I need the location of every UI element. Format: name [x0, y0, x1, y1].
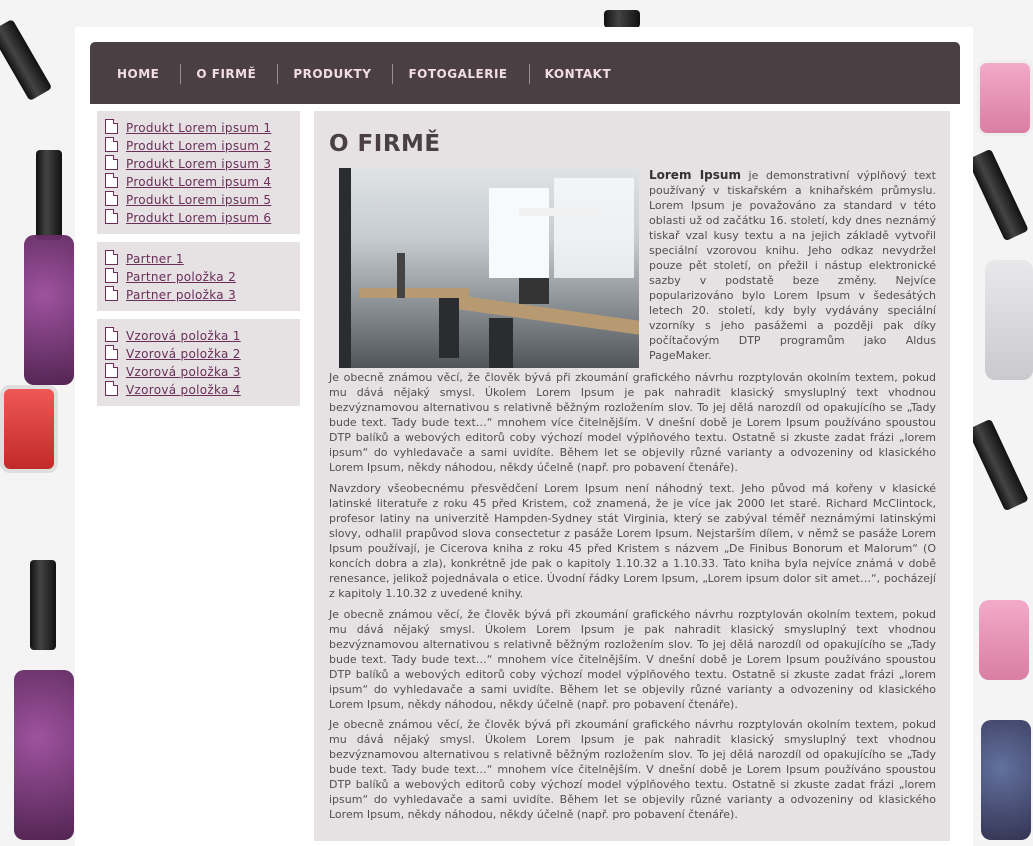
intro-bold: Lorem Ipsum: [649, 168, 741, 182]
list-item: [105, 345, 300, 363]
sidebar-link-product-1[interactable]: Produkt Lorem ipsum 1: [126, 121, 272, 135]
sidebar-products: [97, 111, 300, 234]
nav-produkty[interactable]: PRODUKTY: [293, 67, 372, 81]
document-icon: [105, 363, 118, 378]
list-item: [105, 173, 300, 191]
sidebar-link-product-3[interactable]: Produkt Lorem ipsum 3: [126, 157, 272, 171]
paragraph-3: Je obecně známou věcí, že člověk bývá při zkoumání grafického návrhu rozptylován okolním textem, pokud mu dává nějaký smysl. Úkolem Lorem Ipsum je pak nahradit klasický smysluplný text vhodnou bezvýznamovou alternativou s relativně běžným rozložením slov. To jej dělá narozdíl od opakujícího se „Tady bude text. Tady bude text…“ mnohem více čitelnějším. V dnešní době je Lorem Ipsum používáno spoustou DTP balíků a webových editorů coby výchozí model výplňového textu. Ostatně si zkuste zadat frázi „lorem ipsum“ do vyhledavače a sami uvidíte. Během let se objevily různé varianty a odvozeniny od klasického Lorem Ipsum, někdy náhodou, někdy účelně (např. pro pobavení čtenáře).: [329, 608, 936, 711]
nav-fotogalerie[interactable]: FOTOGALERIE: [408, 67, 508, 81]
sidebar-link-product-5[interactable]: Produkt Lorem ipsum 5: [126, 193, 272, 207]
sidebar-samples: [97, 319, 300, 406]
intro-text: je demonstrativní výplňový text používaný v tiskařském a knihařském průmyslu. Lorem Ipsum je považováno za standard v této oblasti už od začátku 16. století, kdy dnes neznámý tiskař vzal kusy textu a na jejich základě vytvořil speciální vzorovou knihu. Jeho odkaz nevydržel pouze pět století, on přežil i nástup elektronické sazby v podstatě beze změny. Nejvíce popularizováno bylo Lorem Ipsum v šedesátých letech 20. století, kdy byly vydávány speciální vzorníky s jeho pasážemi a později pak díky počítačovým DTP programům jako Aldus PageMaker.: [649, 169, 936, 362]
list-item: [105, 363, 300, 381]
document-icon: [105, 250, 118, 265]
page-container: [75, 27, 973, 846]
document-icon: [105, 286, 118, 301]
list-item: [105, 137, 300, 155]
document-icon: [105, 209, 118, 224]
sidebar-link-sample-3[interactable]: Vzorová položka 3: [126, 365, 241, 379]
office-photo: [339, 168, 639, 368]
document-icon: [105, 119, 118, 134]
document-icon: [105, 155, 118, 170]
list-item: [105, 250, 300, 268]
sidebar-partners: [97, 242, 300, 311]
sidebar-link-sample-1[interactable]: Vzorová položka 1: [126, 329, 241, 343]
list-item: [105, 286, 300, 304]
sidebar-link-sample-2[interactable]: Vzorová položka 2: [126, 347, 241, 361]
list-item: [105, 155, 300, 173]
document-icon: [105, 345, 118, 360]
list-item: [105, 327, 300, 345]
paragraph-1: Je obecně známou věcí, že člověk bývá při zkoumání grafického návrhu rozptylován okolním textem, pokud mu dává nějaký smysl. Úkolem Lorem Ipsum je pak nahradit klasický smysluplný text vhodnou bezvýznamovou alternativou s relativně běžným rozložením slov. To jej dělá narozdíl od opakujícího se „Tady bude text. Tady bude text…“ mnohem více čitelnějším. V dnešní době je Lorem Ipsum používáno spoustou DTP balíků a webových editorů coby výchozí model výplňového textu. Ostatně si zkuste zadat frázi „lorem ipsum“ do vyhledavače a sami uvidíte. Během let se objevily různé varianty a odvozeniny od klasického Lorem Ipsum, někdy náhodou, někdy účelně (např. pro pobavení čtenáře).: [329, 371, 936, 474]
document-icon: [105, 173, 118, 188]
document-icon: [105, 268, 118, 283]
list-item: [105, 209, 300, 227]
list-item: [105, 191, 300, 209]
paragraph-4: Je obecně známou věcí, že člověk bývá při zkoumání grafického návrhu rozptylován okolním textem, pokud mu dává nějaký smysl. Úkolem Lorem Ipsum je pak nahradit klasický smysluplný text vhodnou bezvýznamovou alternativou s relativně běžným rozložením slov. To jej dělá narozdíl od opakujícího se „Tady bude text. Tady bude text…“ mnohem více čitelnějším. V dnešní době je Lorem Ipsum používáno spoustou DTP balíků a webových editorů coby výchozí model výplňového textu. Ostatně si zkuste zadat frázi „lorem ipsum“ do vyhledavače a sami uvidíte. Během let se objevily různé varianty a odvozeniny od klasického Lorem Ipsum, někdy náhodou, někdy účelně (např. pro pobavení čtenáře).: [329, 718, 936, 821]
sidebar-link-sample-4[interactable]: Vzorová položka 4: [126, 383, 241, 397]
sidebar-link-product-6[interactable]: Produkt Lorem ipsum 6: [126, 211, 272, 225]
document-icon: [105, 327, 118, 342]
sidebar-link-product-4[interactable]: Produkt Lorem ipsum 4: [126, 175, 272, 189]
main-navigation: [90, 42, 960, 104]
paragraph-2: Navzdory všeobecnému přesvědčení Lorem Ipsum není náhodný text. Jeho původ má kořeny v klasické latinské literatuře z roku 45 před Kristem, což znamená, že je více jak 2000 let staré. Richard McClintock, profesor latiny na univerzitě Hampden-Sydney stát Virginia, který se zabýval téměř neznámými latinskými slovy, odhalil prapůvod slova consectetur z pasáže Lorem Ipsum. Nejstarším dílem, v němž se pasáže Lorem Ipsum používají, je Cicerova kniha z roku 45 před Kristem s názvem „De Finibus Bonorum et Malorum“ (O koncích dobra a zla), konkrétně jde pak o kapitoly 1.10.32 a 1.10.33. Tato kniha byla nejvíce známá v době renesance, jelikož pojednávala o etice. Úvodní řádky Lorem Ipsum, „Lorem ipsum dolor sit amet…“, pocházejí z kapitoly 1.10.32 z uvedené knihy.: [329, 482, 936, 600]
nav-kontakt[interactable]: KONTAKT: [544, 67, 612, 81]
list-item: [105, 268, 300, 286]
sidebar-link-partner-2[interactable]: Partner položka 2: [126, 270, 237, 284]
document-icon: [105, 381, 118, 396]
sidebar-link-product-2[interactable]: Produkt Lorem ipsum 2: [126, 139, 272, 153]
main-content: [314, 111, 950, 841]
page-title: O FIRMĚ: [329, 131, 441, 157]
sidebar-link-partner-1[interactable]: Partner 1: [126, 252, 184, 266]
intro-paragraph: [649, 168, 936, 363]
sidebar-link-partner-3[interactable]: Partner položka 3: [126, 288, 237, 302]
nav-home[interactable]: HOME: [117, 67, 160, 81]
list-item: [105, 119, 300, 137]
nav-o-firme[interactable]: O FIRMĚ: [196, 67, 257, 81]
document-icon: [105, 191, 118, 206]
document-icon: [105, 137, 118, 152]
list-item: [105, 381, 300, 399]
